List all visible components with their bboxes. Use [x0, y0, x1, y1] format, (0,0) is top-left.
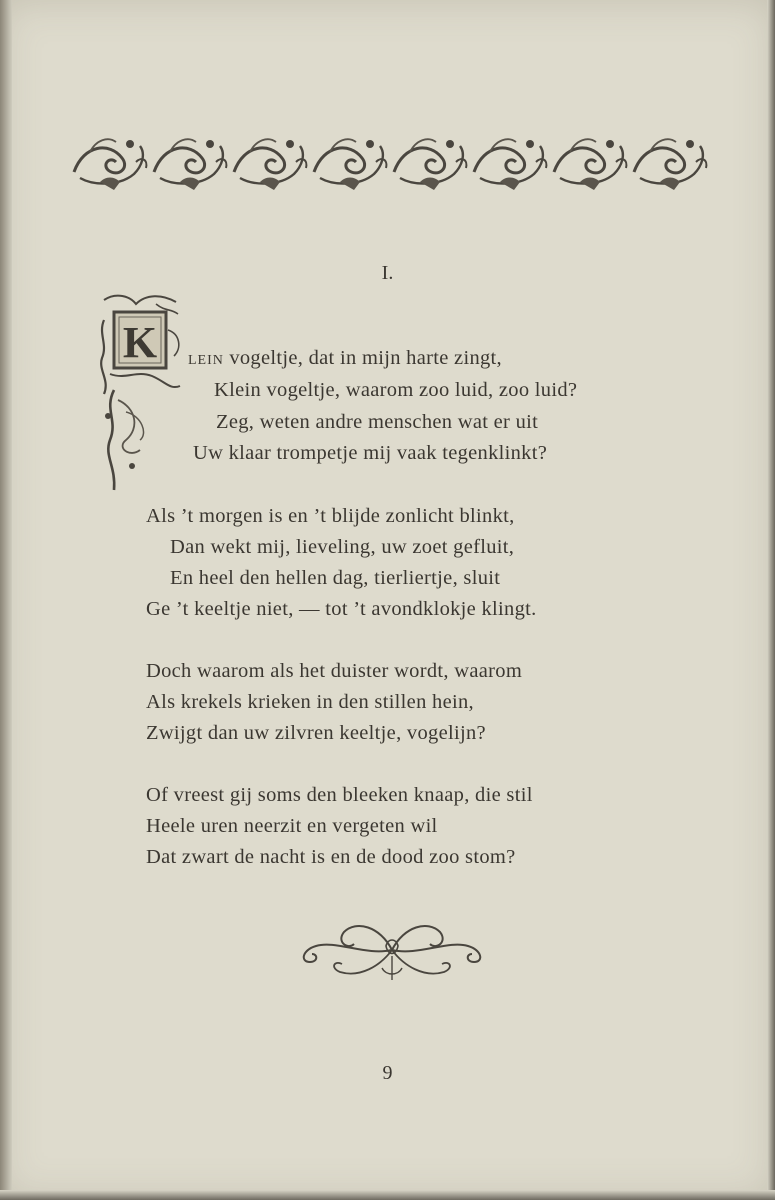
section-number: I.: [381, 262, 394, 284]
poem-line: Dat zwart de nacht is en de dood zoo stom?: [146, 846, 516, 868]
poem-line: [188, 347, 502, 370]
poem-line: Zwijgt dan uw zilvren keeltje, vogelijn?: [146, 722, 486, 744]
poem-line: Dan wekt mij, lieveling, uw zoet gefluit,: [170, 536, 515, 558]
poem-line-text: vogeltje, dat in mijn harte zingt,: [229, 347, 502, 369]
scroll-tailpiece-ornament: [296, 916, 488, 988]
poem-line: Zeg, weten andre menschen wat er uit: [216, 411, 539, 433]
illuminated-initial: [96, 290, 186, 495]
poem-line: Klein vogeltje, waarom zoo luid, zoo luid?: [214, 379, 578, 401]
poem-line: Als ’t morgen is en ’t blijde zonlicht blinkt,: [146, 505, 515, 527]
first-word-smallcaps: LEIN: [188, 353, 224, 368]
poem-line: Doch waarom als het duister wordt, waarom: [146, 660, 523, 682]
page-number: 9: [382, 1062, 393, 1084]
poem-line: Of vreest gij soms den bleeken knaap, die stil: [146, 784, 533, 806]
page-spine-edge: [0, 0, 12, 1200]
initial-letter: K: [122, 318, 158, 367]
poem-line: Ge ’t keeltje niet, — tot ’t avondklokje klingt.: [146, 598, 537, 620]
poem-line: Als krekels krieken in den stillen hein,: [146, 691, 474, 713]
page-bottom-edge: [0, 1190, 775, 1200]
page-right-edge: [767, 0, 775, 1200]
poem-line: En heel den hellen dag, tierliertje, sluit: [170, 567, 501, 589]
floral-headpiece-ornament: [70, 132, 710, 194]
poem-line: Heele uren neerzit en vergeten wil: [146, 815, 438, 837]
poem-line: Uw klaar trompetje mij vaak tegenklinkt?: [193, 442, 548, 464]
